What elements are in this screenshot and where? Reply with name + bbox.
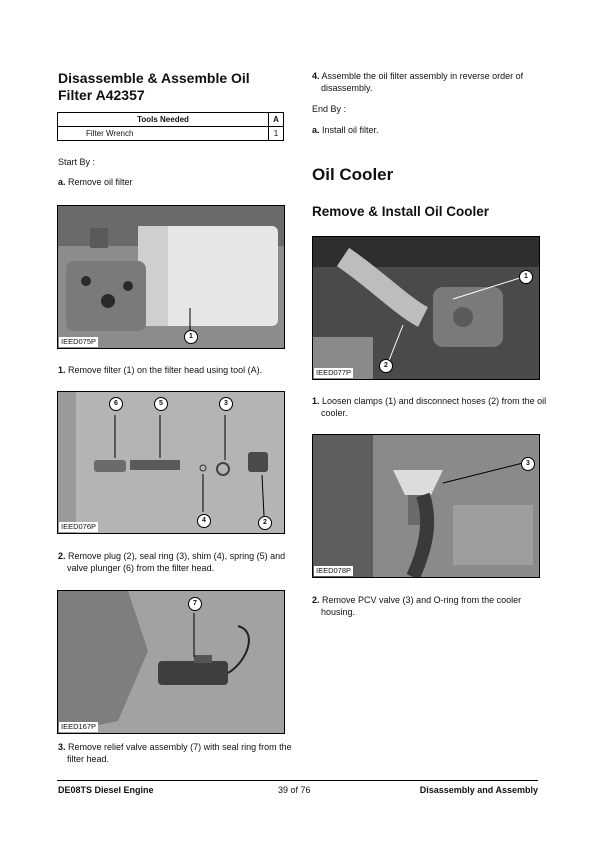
step-number: 3. bbox=[58, 742, 66, 752]
photo-oil-cooler-hoses-image bbox=[313, 237, 539, 379]
photo-oil-filter-image bbox=[58, 206, 284, 348]
tools-table-header: Tools Needed bbox=[58, 113, 269, 127]
end-by-text: Install oil filter. bbox=[322, 125, 379, 135]
start-by-letter: a. bbox=[58, 177, 66, 187]
step-number: 4. bbox=[312, 71, 320, 81]
footer-left: DE08TS Diesel Engine bbox=[58, 785, 154, 795]
end-by-label: End By : bbox=[312, 104, 347, 114]
callout-4: 4 bbox=[197, 514, 211, 528]
photo-valve-parts bbox=[57, 391, 285, 534]
step-2-text bbox=[58, 550, 293, 574]
step-1-text bbox=[58, 364, 293, 376]
photo-pcv-valve-image bbox=[313, 435, 539, 577]
step-text: Remove relief valve assembly (7) with seal ring from the filter head. bbox=[67, 742, 292, 764]
footer-page-number: 39 of 76 bbox=[278, 785, 311, 795]
subsection-title: Remove & Install Oil Cooler bbox=[312, 204, 490, 219]
section-title: Oil Cooler bbox=[312, 165, 394, 184]
step-text: Remove plug (2), seal ring (3), shim (4), spring (5) and valve plunger (6) from the filter head. bbox=[67, 551, 286, 573]
photo-caption: IEED167P bbox=[61, 722, 97, 731]
callout-6: 6 bbox=[109, 397, 123, 411]
photo-relief-valve-image bbox=[58, 591, 284, 733]
start-by-item bbox=[58, 176, 133, 188]
start-by-label: Start By : bbox=[58, 157, 96, 167]
callout-2: 2 bbox=[379, 359, 393, 373]
step-4-text bbox=[312, 70, 547, 94]
footer-rule bbox=[57, 780, 538, 781]
callout-3: 3 bbox=[521, 457, 535, 471]
photo-oil-cooler-hoses bbox=[312, 236, 540, 380]
tools-table-header-col: A bbox=[269, 113, 284, 127]
step-number: 2. bbox=[312, 595, 320, 605]
section-heading: Disassemble & Assemble Oil Filter A42357 bbox=[58, 70, 250, 103]
tool-qty: 1 bbox=[269, 127, 284, 141]
callout-3: 3 bbox=[219, 397, 233, 411]
step-text: Remove PCV valve (3) and O-ring from the cooler housing. bbox=[321, 595, 522, 617]
tool-name: Filter Wrench bbox=[58, 127, 269, 141]
callout-2: 2 bbox=[258, 516, 272, 530]
callout-1: 1 bbox=[519, 270, 533, 284]
callout-7: 7 bbox=[188, 597, 202, 611]
step-number: 1. bbox=[312, 396, 320, 406]
photo-oil-filter bbox=[57, 205, 285, 349]
photo-relief-valve bbox=[57, 590, 285, 734]
footer-right: Disassembly and Assembly bbox=[419, 785, 538, 795]
photo-pcv-valve bbox=[312, 434, 540, 578]
callout-5: 5 bbox=[154, 397, 168, 411]
step-text: Remove filter (1) on the filter head using tool (A). bbox=[68, 365, 263, 375]
photo-caption: IEED076P bbox=[61, 522, 97, 531]
step-1-text bbox=[312, 395, 547, 419]
step-3-text bbox=[58, 741, 293, 765]
step-number: 1. bbox=[58, 365, 66, 375]
step-text: Loosen clamps (1) and disconnect hoses (2) from the oil cooler. bbox=[321, 396, 547, 418]
start-by-text: Remove oil filter bbox=[68, 177, 133, 187]
step-2-text bbox=[312, 594, 547, 618]
end-by-letter: a. bbox=[312, 125, 320, 135]
photo-caption: IEED078P bbox=[316, 566, 352, 575]
step-text: Assemble the oil filter assembly in reverse order of disassembly. bbox=[321, 71, 524, 93]
tools-table bbox=[57, 112, 284, 141]
step-number: 2. bbox=[58, 551, 66, 561]
photo-caption: IEED075P bbox=[61, 337, 97, 346]
photo-caption: IEED077P bbox=[316, 368, 352, 377]
photo-valve-parts-image bbox=[58, 392, 284, 533]
end-by-item bbox=[312, 124, 379, 136]
callout-1: 1 bbox=[184, 330, 198, 344]
